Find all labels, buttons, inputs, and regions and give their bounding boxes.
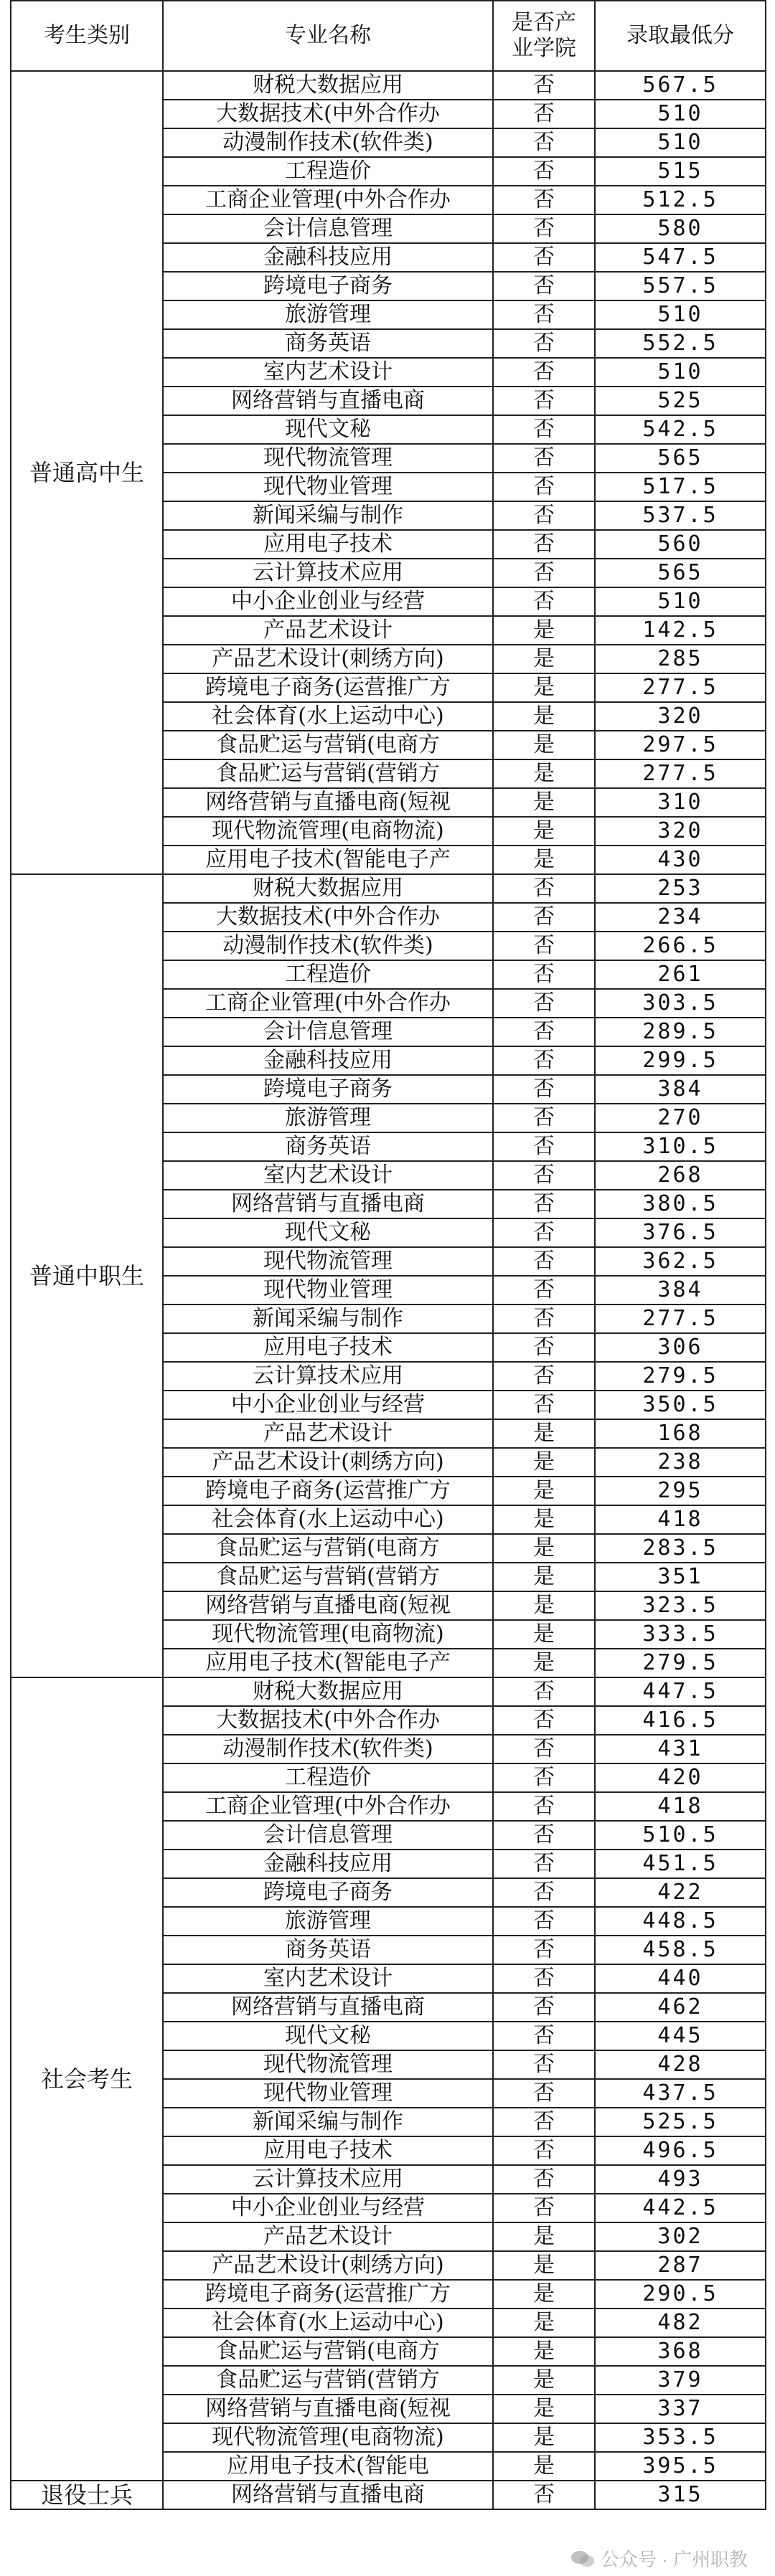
industry-college-cell: 是 bbox=[493, 2280, 595, 2309]
industry-college-cell: 否 bbox=[493, 530, 595, 559]
min-score-cell: 437.5 bbox=[595, 2079, 766, 2108]
industry-college-cell: 是 bbox=[493, 1505, 595, 1534]
industry-college-cell: 是 bbox=[493, 645, 595, 673]
min-score-cell: 353.5 bbox=[595, 2423, 766, 2452]
industry-college-cell: 否 bbox=[493, 2165, 595, 2194]
industry-college-cell: 否 bbox=[493, 2050, 595, 2079]
major-cell: 中小企业创业与经营 bbox=[163, 587, 493, 616]
major-cell: 现代物流管理 bbox=[163, 1247, 493, 1276]
major-cell: 应用电子技术(智能电 bbox=[163, 2452, 493, 2481]
major-cell: 现代物流管理(电商物流) bbox=[163, 2423, 493, 2452]
industry-college-cell: 否 bbox=[493, 1161, 595, 1190]
major-cell: 食品贮运与营销(营销方 bbox=[163, 759, 493, 788]
major-cell: 工商企业管理(中外合作办 bbox=[163, 186, 493, 214]
major-cell: 食品贮运与营销(营销方 bbox=[163, 1563, 493, 1591]
min-score-cell: 290.5 bbox=[595, 2280, 766, 2309]
min-score-cell: 448.5 bbox=[595, 1907, 766, 1936]
major-cell: 社会体育(水上运动中心) bbox=[163, 702, 493, 731]
min-score-cell: 337 bbox=[595, 2395, 766, 2423]
category-cell: 普通中职生 bbox=[11, 874, 163, 1677]
major-cell: 网络营销与直播电商 bbox=[163, 1993, 493, 2022]
min-score-cell: 447.5 bbox=[595, 1677, 766, 1706]
min-score-cell: 297.5 bbox=[595, 731, 766, 759]
major-cell: 云计算技术应用 bbox=[163, 1362, 493, 1391]
major-cell: 网络营销与直播电商 bbox=[163, 387, 493, 415]
min-score-cell: 379 bbox=[595, 2366, 766, 2395]
industry-college-cell: 是 bbox=[493, 1649, 595, 1677]
min-score-cell: 261 bbox=[595, 960, 766, 989]
industry-college-cell: 是 bbox=[493, 846, 595, 874]
min-score-cell: 333.5 bbox=[595, 1620, 766, 1649]
industry-college-cell: 是 bbox=[493, 1419, 595, 1448]
major-cell: 室内艺术设计 bbox=[163, 358, 493, 387]
industry-college-cell: 否 bbox=[493, 243, 595, 272]
industry-college-cell: 否 bbox=[493, 874, 595, 903]
min-score-cell: 547.5 bbox=[595, 243, 766, 272]
table-row bbox=[11, 1677, 766, 1706]
major-cell: 社会体育(水上运动中心) bbox=[163, 1505, 493, 1534]
min-score-cell: 580 bbox=[595, 214, 766, 243]
industry-college-cell: 是 bbox=[493, 1477, 595, 1505]
major-cell: 财税大数据应用 bbox=[163, 1677, 493, 1706]
min-score-cell: 537.5 bbox=[595, 501, 766, 530]
industry-college-cell: 否 bbox=[493, 1850, 595, 1878]
min-score-cell: 350.5 bbox=[595, 1391, 766, 1419]
major-cell: 现代文秘 bbox=[163, 415, 493, 444]
industry-college-cell: 否 bbox=[493, 1391, 595, 1419]
min-score-cell: 462 bbox=[595, 1993, 766, 2022]
admission-score-sheet bbox=[10, 0, 765, 2576]
major-cell: 跨境电子商务 bbox=[163, 1075, 493, 1104]
min-score-cell: 142.5 bbox=[595, 616, 766, 645]
industry-college-cell: 否 bbox=[493, 1104, 595, 1132]
min-score-cell: 510 bbox=[595, 587, 766, 616]
industry-college-cell: 是 bbox=[493, 1620, 595, 1649]
industry-college-cell: 否 bbox=[493, 71, 595, 100]
min-score-cell: 395.5 bbox=[595, 2452, 766, 2481]
industry-college-cell: 否 bbox=[493, 1936, 595, 1964]
major-cell: 食品贮运与营销(电商方 bbox=[163, 2337, 493, 2366]
major-cell: 跨境电子商务 bbox=[163, 272, 493, 300]
major-cell: 现代文秘 bbox=[163, 2022, 493, 2050]
min-score-cell: 416.5 bbox=[595, 1706, 766, 1735]
min-score-cell: 268 bbox=[595, 1161, 766, 1190]
industry-college-cell: 否 bbox=[493, 1706, 595, 1735]
major-cell: 应用电子技术 bbox=[163, 530, 493, 559]
min-score-cell: 431 bbox=[595, 1735, 766, 1763]
min-score-cell: 525.5 bbox=[595, 2108, 766, 2136]
table-header bbox=[11, 1, 766, 71]
major-cell: 网络营销与直播电商(短视 bbox=[163, 1591, 493, 1620]
table-row bbox=[11, 874, 766, 903]
table-row bbox=[11, 71, 766, 100]
major-cell: 食品贮运与营销(电商方 bbox=[163, 1534, 493, 1563]
header-industry-college: 是否产业学院 bbox=[493, 1, 595, 71]
min-score-cell: 482 bbox=[595, 2309, 766, 2337]
major-cell: 产品艺术设计(刺绣方向) bbox=[163, 2251, 493, 2280]
major-cell: 现代物流管理(电商物流) bbox=[163, 817, 493, 846]
min-score-cell: 279.5 bbox=[595, 1649, 766, 1677]
major-cell: 跨境电子商务 bbox=[163, 1878, 493, 1907]
major-cell: 现代物流管理(电商物流) bbox=[163, 1620, 493, 1649]
major-cell: 旅游管理 bbox=[163, 1104, 493, 1132]
major-cell: 金融科技应用 bbox=[163, 1850, 493, 1878]
major-cell: 旅游管理 bbox=[163, 300, 493, 329]
major-cell: 动漫制作技术(软件类) bbox=[163, 932, 493, 960]
major-cell: 网络营销与直播电商(短视 bbox=[163, 2395, 493, 2423]
major-cell: 中小企业创业与经营 bbox=[163, 2194, 493, 2222]
major-cell: 跨境电子商务(运营推广方 bbox=[163, 2280, 493, 2309]
min-score-cell: 565 bbox=[595, 559, 766, 587]
header-min-score: 录取最低分 bbox=[595, 1, 766, 71]
major-cell: 会计信息管理 bbox=[163, 214, 493, 243]
major-cell: 现代物流管理 bbox=[163, 2050, 493, 2079]
major-cell: 产品艺术设计(刺绣方向) bbox=[163, 1448, 493, 1477]
industry-college-cell: 否 bbox=[493, 1677, 595, 1706]
min-score-cell: 277.5 bbox=[595, 673, 766, 702]
industry-college-cell: 是 bbox=[493, 2222, 595, 2251]
major-cell: 社会体育(水上运动中心) bbox=[163, 2309, 493, 2337]
major-cell: 网络营销与直播电商 bbox=[163, 1190, 493, 1218]
min-score-cell: 557.5 bbox=[595, 272, 766, 300]
min-score-cell: 323.5 bbox=[595, 1591, 766, 1620]
min-score-cell: 510 bbox=[595, 300, 766, 329]
min-score-cell: 525 bbox=[595, 387, 766, 415]
industry-college-cell: 否 bbox=[493, 186, 595, 214]
min-score-cell: 310.5 bbox=[595, 1132, 766, 1161]
min-score-cell: 238 bbox=[595, 1448, 766, 1477]
industry-college-cell: 否 bbox=[493, 1333, 595, 1362]
min-score-cell: 253 bbox=[595, 874, 766, 903]
min-score-cell: 515 bbox=[595, 157, 766, 186]
industry-college-cell: 否 bbox=[493, 2481, 595, 2509]
min-score-cell: 384 bbox=[595, 1276, 766, 1304]
major-cell: 财税大数据应用 bbox=[163, 874, 493, 903]
min-score-cell: 310 bbox=[595, 788, 766, 817]
category-cell: 退役士兵 bbox=[11, 2481, 163, 2509]
major-cell: 中小企业创业与经营 bbox=[163, 1391, 493, 1419]
industry-college-cell: 否 bbox=[493, 473, 595, 501]
min-score-cell: 266.5 bbox=[595, 932, 766, 960]
major-cell: 应用电子技术(智能电子产 bbox=[163, 846, 493, 874]
min-score-cell: 384 bbox=[595, 1075, 766, 1104]
industry-college-cell: 否 bbox=[493, 1878, 595, 1907]
major-cell: 产品艺术设计 bbox=[163, 616, 493, 645]
industry-college-cell: 否 bbox=[493, 358, 595, 387]
industry-college-cell: 否 bbox=[493, 1993, 595, 2022]
min-score-cell: 302 bbox=[595, 2222, 766, 2251]
major-cell: 室内艺术设计 bbox=[163, 1161, 493, 1190]
industry-college-cell: 是 bbox=[493, 2366, 595, 2395]
min-score-cell: 306 bbox=[595, 1333, 766, 1362]
industry-college-cell: 是 bbox=[493, 1563, 595, 1591]
min-score-cell: 418 bbox=[595, 1792, 766, 1821]
min-score-cell: 315 bbox=[595, 2481, 766, 2509]
min-score-cell: 168 bbox=[595, 1419, 766, 1448]
min-score-cell: 440 bbox=[595, 1964, 766, 1993]
industry-college-cell: 否 bbox=[493, 1964, 595, 1993]
industry-college-cell: 否 bbox=[493, 444, 595, 473]
min-score-cell: 277.5 bbox=[595, 1304, 766, 1333]
min-score-cell: 552.5 bbox=[595, 329, 766, 358]
industry-college-cell: 否 bbox=[493, 2079, 595, 2108]
min-score-cell: 376.5 bbox=[595, 1218, 766, 1247]
major-cell: 工程造价 bbox=[163, 960, 493, 989]
major-cell: 商务英语 bbox=[163, 1132, 493, 1161]
major-cell: 工商企业管理(中外合作办 bbox=[163, 1792, 493, 1821]
watermark bbox=[570, 2545, 748, 2572]
industry-college-cell: 否 bbox=[493, 1362, 595, 1391]
min-score-cell: 320 bbox=[595, 702, 766, 731]
industry-college-cell: 否 bbox=[493, 587, 595, 616]
industry-college-cell: 是 bbox=[493, 616, 595, 645]
min-score-cell: 303.5 bbox=[595, 989, 766, 1018]
major-cell: 现代物流管理 bbox=[163, 444, 493, 473]
admission-score-table bbox=[10, 0, 766, 2510]
major-cell: 财税大数据应用 bbox=[163, 71, 493, 100]
min-score-cell: 277.5 bbox=[595, 759, 766, 788]
industry-college-cell: 是 bbox=[493, 2251, 595, 2280]
min-score-cell: 320 bbox=[595, 817, 766, 846]
industry-college-cell: 否 bbox=[493, 1190, 595, 1218]
industry-college-cell: 是 bbox=[493, 2423, 595, 2452]
industry-college-cell: 是 bbox=[493, 702, 595, 731]
min-score-cell: 287 bbox=[595, 2251, 766, 2280]
wechat-icon bbox=[570, 2549, 595, 2568]
table-row bbox=[11, 2481, 766, 2509]
industry-college-cell: 是 bbox=[493, 1534, 595, 1563]
major-cell: 工商企业管理(中外合作办 bbox=[163, 989, 493, 1018]
industry-college-cell: 是 bbox=[493, 2395, 595, 2423]
min-score-cell: 368 bbox=[595, 2337, 766, 2366]
industry-college-cell: 是 bbox=[493, 731, 595, 759]
industry-college-cell: 是 bbox=[493, 817, 595, 846]
major-cell: 产品艺术设计(刺绣方向) bbox=[163, 645, 493, 673]
min-score-cell: 351 bbox=[595, 1563, 766, 1591]
industry-college-cell: 是 bbox=[493, 2452, 595, 2481]
industry-college-cell: 否 bbox=[493, 1763, 595, 1792]
major-cell: 动漫制作技术(软件类) bbox=[163, 1735, 493, 1763]
min-score-cell: 512.5 bbox=[595, 186, 766, 214]
major-cell: 旅游管理 bbox=[163, 1907, 493, 1936]
industry-college-cell: 是 bbox=[493, 673, 595, 702]
industry-college-cell: 否 bbox=[493, 1735, 595, 1763]
min-score-cell: 362.5 bbox=[595, 1247, 766, 1276]
major-cell: 室内艺术设计 bbox=[163, 1964, 493, 1993]
min-score-cell: 420 bbox=[595, 1763, 766, 1792]
min-score-cell: 517.5 bbox=[595, 473, 766, 501]
min-score-cell: 567.5 bbox=[595, 71, 766, 100]
industry-college-cell: 否 bbox=[493, 1247, 595, 1276]
min-score-cell: 445 bbox=[595, 2022, 766, 2050]
major-cell: 网络营销与直播电商(短视 bbox=[163, 788, 493, 817]
major-cell: 食品贮运与营销(电商方 bbox=[163, 731, 493, 759]
min-score-cell: 565 bbox=[595, 444, 766, 473]
major-cell: 现代文秘 bbox=[163, 1218, 493, 1247]
min-score-cell: 458.5 bbox=[595, 1936, 766, 1964]
industry-college-cell: 是 bbox=[493, 1448, 595, 1477]
industry-college-cell: 否 bbox=[493, 559, 595, 587]
major-cell: 新闻采编与制作 bbox=[163, 1304, 493, 1333]
min-score-cell: 270 bbox=[595, 1104, 766, 1132]
major-cell: 应用电子技术 bbox=[163, 1333, 493, 1362]
industry-college-cell: 否 bbox=[493, 1792, 595, 1821]
min-score-cell: 560 bbox=[595, 530, 766, 559]
industry-college-cell: 否 bbox=[493, 100, 595, 128]
major-cell: 商务英语 bbox=[163, 1936, 493, 1964]
major-cell: 工程造价 bbox=[163, 1763, 493, 1792]
industry-college-cell: 是 bbox=[493, 1591, 595, 1620]
table-body bbox=[11, 71, 766, 2509]
industry-college-cell: 否 bbox=[493, 1907, 595, 1936]
industry-college-cell: 否 bbox=[493, 415, 595, 444]
major-cell: 大数据技术(中外合作办 bbox=[163, 1706, 493, 1735]
industry-college-cell: 是 bbox=[493, 759, 595, 788]
industry-college-cell: 否 bbox=[493, 2194, 595, 2222]
industry-college-cell: 否 bbox=[493, 329, 595, 358]
min-score-cell: 285 bbox=[595, 645, 766, 673]
industry-college-cell: 否 bbox=[493, 157, 595, 186]
industry-college-cell: 否 bbox=[493, 214, 595, 243]
header-category: 考生类别 bbox=[11, 1, 163, 71]
industry-college-cell: 否 bbox=[493, 989, 595, 1018]
min-score-cell: 430 bbox=[595, 846, 766, 874]
major-cell: 云计算技术应用 bbox=[163, 2165, 493, 2194]
min-score-cell: 299.5 bbox=[595, 1046, 766, 1075]
major-cell: 产品艺术设计 bbox=[163, 1419, 493, 1448]
min-score-cell: 510.5 bbox=[595, 1821, 766, 1850]
watermark-text: 公众号 · 广州职教 bbox=[600, 2549, 748, 2570]
major-cell: 商务英语 bbox=[163, 329, 493, 358]
major-cell: 新闻采编与制作 bbox=[163, 2108, 493, 2136]
major-cell: 现代物业管理 bbox=[163, 2079, 493, 2108]
industry-college-cell: 否 bbox=[493, 1132, 595, 1161]
major-cell: 会计信息管理 bbox=[163, 1018, 493, 1046]
major-cell: 应用电子技术 bbox=[163, 2136, 493, 2165]
min-score-cell: 422 bbox=[595, 1878, 766, 1907]
min-score-cell: 510 bbox=[595, 128, 766, 157]
major-cell: 网络营销与直播电商 bbox=[163, 2481, 493, 2509]
min-score-cell: 279.5 bbox=[595, 1362, 766, 1391]
industry-college-cell: 否 bbox=[493, 1018, 595, 1046]
major-cell: 产品艺术设计 bbox=[163, 2222, 493, 2251]
min-score-cell: 510 bbox=[595, 100, 766, 128]
major-cell: 食品贮运与营销(营销方 bbox=[163, 2366, 493, 2395]
min-score-cell: 493 bbox=[595, 2165, 766, 2194]
industry-college-cell: 否 bbox=[493, 1075, 595, 1104]
major-cell: 跨境电子商务(运营推广方 bbox=[163, 1477, 493, 1505]
major-cell: 金融科技应用 bbox=[163, 243, 493, 272]
industry-college-cell: 否 bbox=[493, 1821, 595, 1850]
industry-college-cell: 否 bbox=[493, 2108, 595, 2136]
industry-college-cell: 否 bbox=[493, 501, 595, 530]
category-cell: 普通高中生 bbox=[11, 71, 163, 874]
industry-college-cell: 否 bbox=[493, 1046, 595, 1075]
industry-college-cell: 否 bbox=[493, 903, 595, 932]
industry-college-cell: 否 bbox=[493, 1276, 595, 1304]
major-cell: 大数据技术(中外合作办 bbox=[163, 100, 493, 128]
header-row bbox=[11, 1, 766, 71]
header-major: 专业名称 bbox=[163, 1, 493, 71]
min-score-cell: 289.5 bbox=[595, 1018, 766, 1046]
industry-college-cell: 否 bbox=[493, 128, 595, 157]
major-cell: 新闻采编与制作 bbox=[163, 501, 493, 530]
industry-college-cell: 否 bbox=[493, 960, 595, 989]
category-cell: 社会考生 bbox=[11, 1677, 163, 2481]
min-score-cell: 496.5 bbox=[595, 2136, 766, 2165]
major-cell: 应用电子技术(智能电子产 bbox=[163, 1649, 493, 1677]
industry-college-cell: 是 bbox=[493, 2309, 595, 2337]
industry-college-cell: 否 bbox=[493, 1304, 595, 1333]
industry-college-cell: 否 bbox=[493, 300, 595, 329]
major-cell: 现代物业管理 bbox=[163, 473, 493, 501]
min-score-cell: 234 bbox=[595, 903, 766, 932]
min-score-cell: 428 bbox=[595, 2050, 766, 2079]
major-cell: 现代物业管理 bbox=[163, 1276, 493, 1304]
min-score-cell: 451.5 bbox=[595, 1850, 766, 1878]
major-cell: 工程造价 bbox=[163, 157, 493, 186]
industry-college-cell: 否 bbox=[493, 932, 595, 960]
min-score-cell: 542.5 bbox=[595, 415, 766, 444]
min-score-cell: 442.5 bbox=[595, 2194, 766, 2222]
industry-college-cell: 是 bbox=[493, 2337, 595, 2366]
min-score-cell: 510 bbox=[595, 358, 766, 387]
industry-college-cell: 否 bbox=[493, 272, 595, 300]
major-cell: 动漫制作技术(软件类) bbox=[163, 128, 493, 157]
major-cell: 金融科技应用 bbox=[163, 1046, 493, 1075]
industry-college-cell: 是 bbox=[493, 788, 595, 817]
min-score-cell: 418 bbox=[595, 1505, 766, 1534]
major-cell: 跨境电子商务(运营推广方 bbox=[163, 673, 493, 702]
industry-college-cell: 否 bbox=[493, 2022, 595, 2050]
major-cell: 云计算技术应用 bbox=[163, 559, 493, 587]
industry-college-cell: 否 bbox=[493, 387, 595, 415]
major-cell: 大数据技术(中外合作办 bbox=[163, 903, 493, 932]
min-score-cell: 380.5 bbox=[595, 1190, 766, 1218]
min-score-cell: 283.5 bbox=[595, 1534, 766, 1563]
industry-college-cell: 否 bbox=[493, 1218, 595, 1247]
min-score-cell: 295 bbox=[595, 1477, 766, 1505]
industry-college-cell: 否 bbox=[493, 2136, 595, 2165]
major-cell: 会计信息管理 bbox=[163, 1821, 493, 1850]
